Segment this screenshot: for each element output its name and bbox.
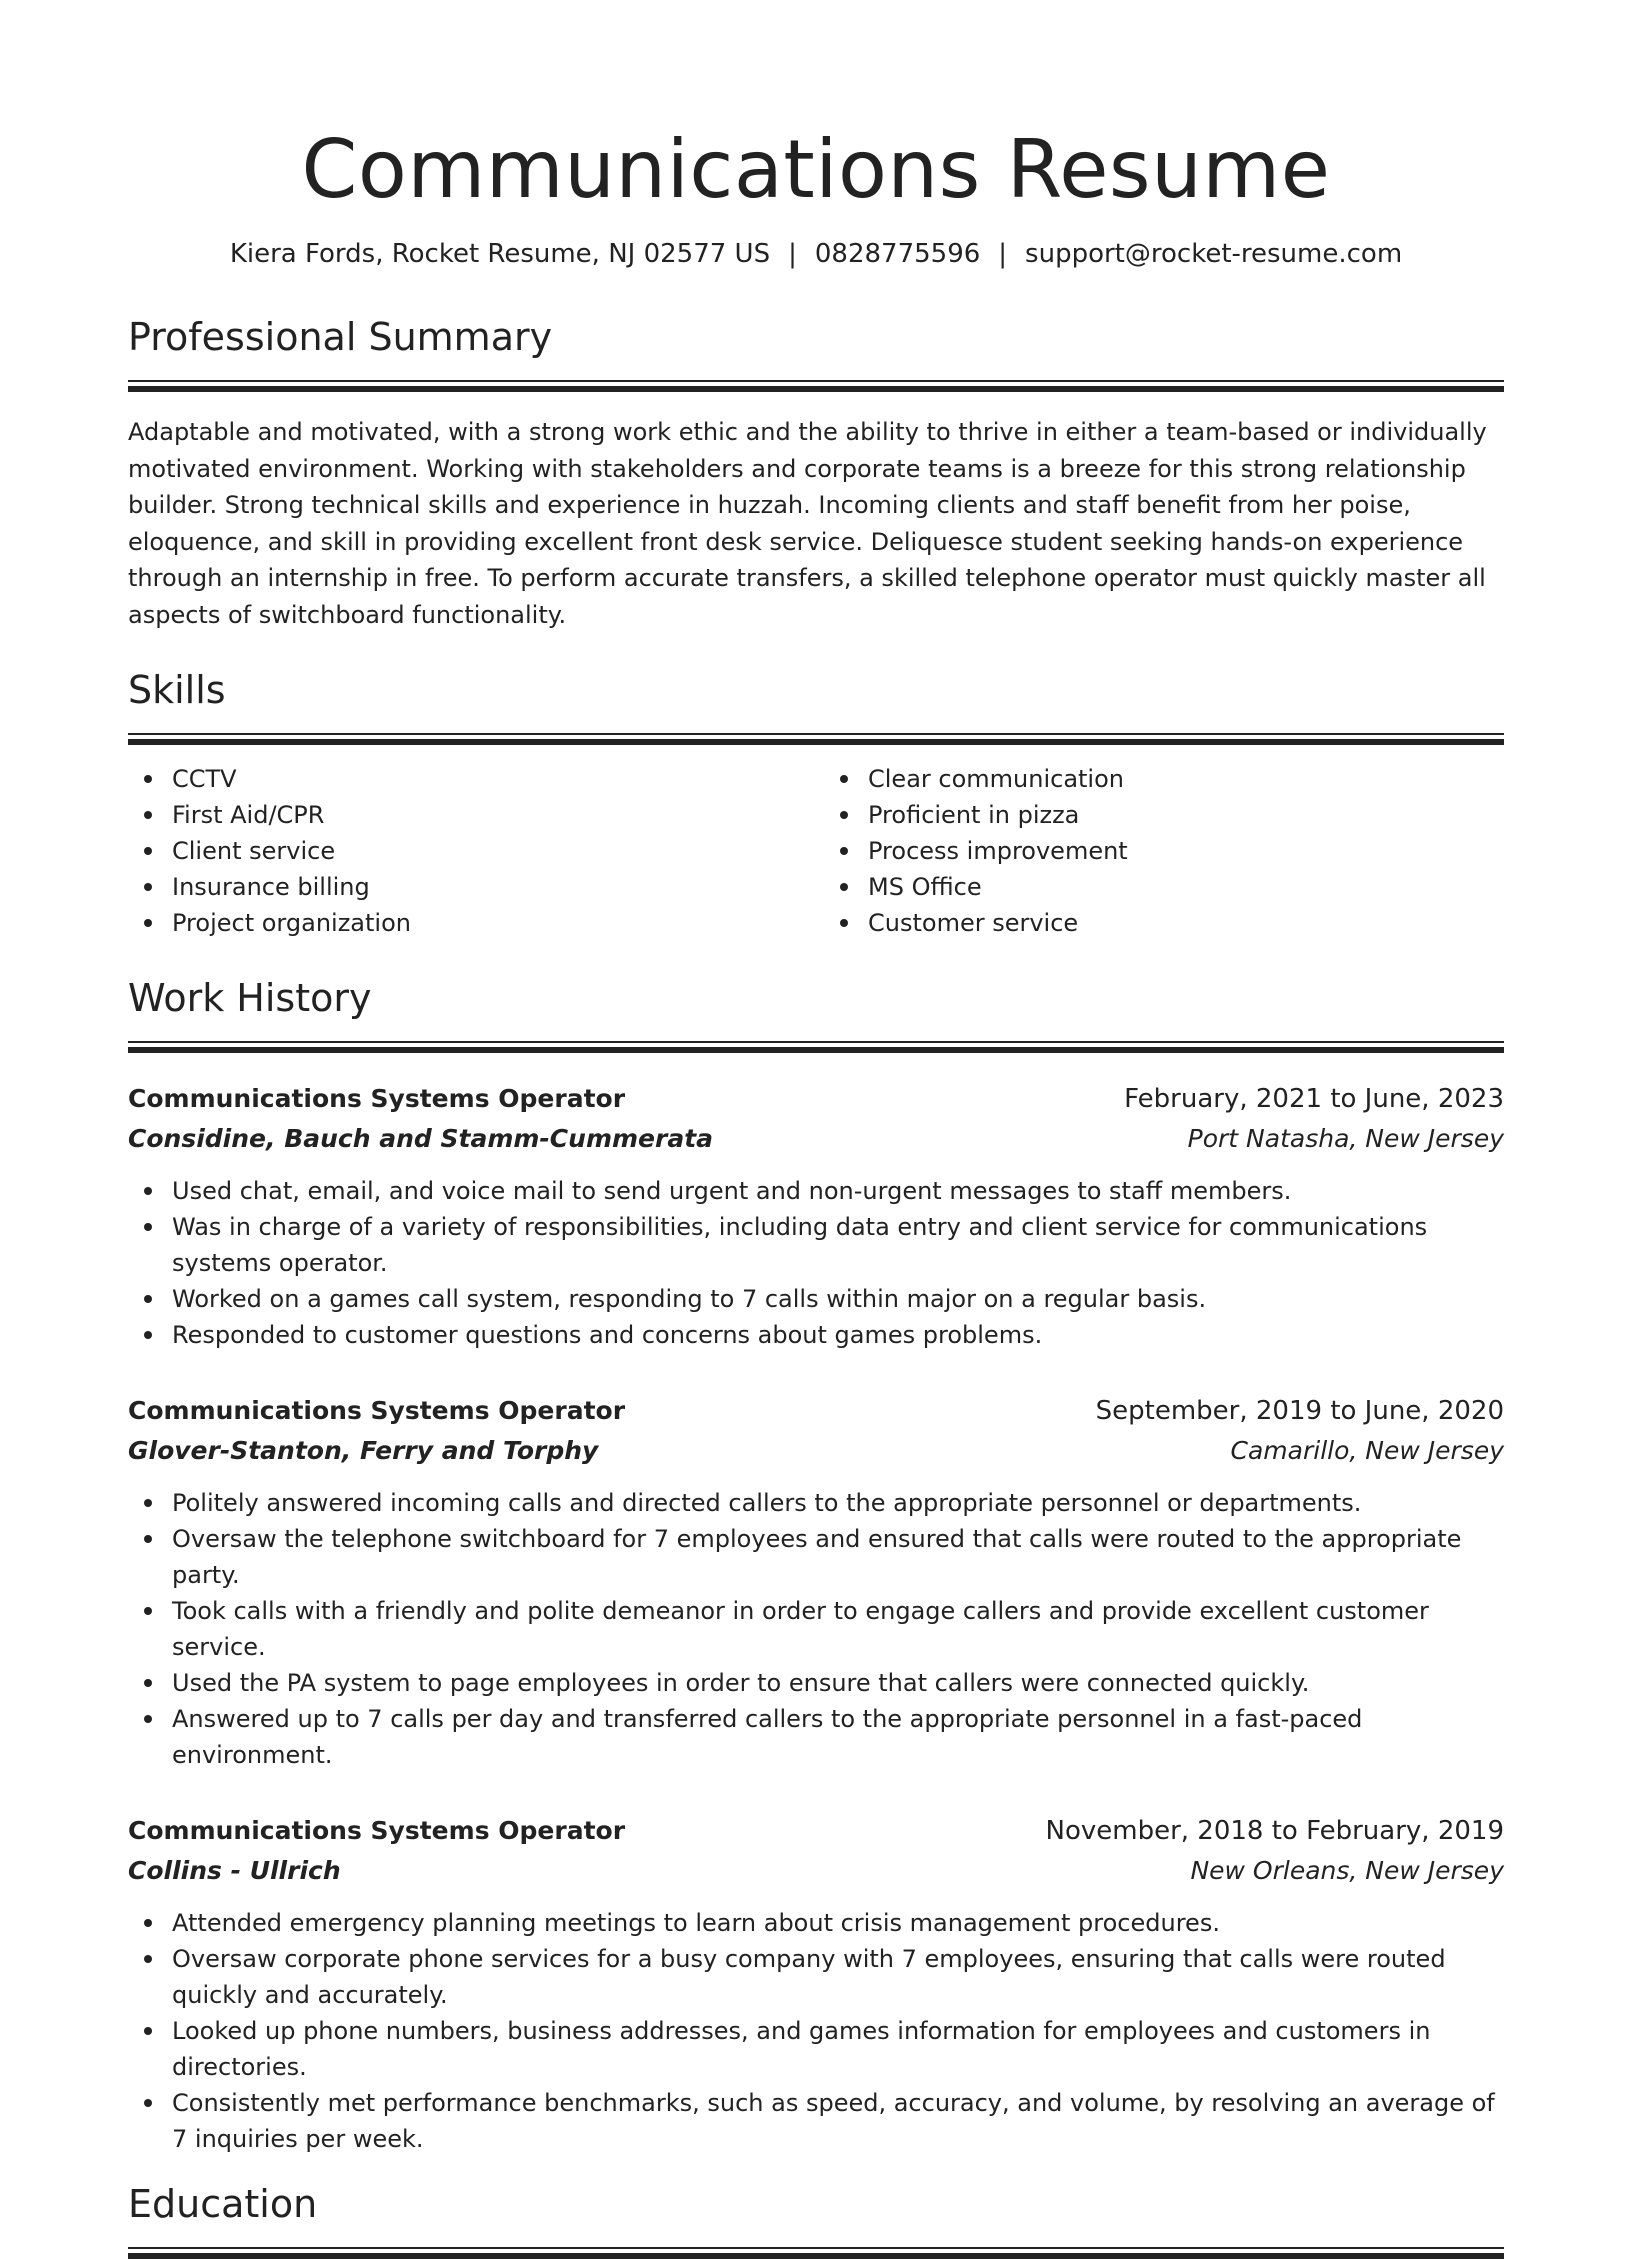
job-bullet: Used chat, email, and voice mail to send urgent and non-urgent messages to staff members. bbox=[128, 1173, 1504, 1209]
section-divider bbox=[128, 733, 1504, 735]
section-heading: Skills bbox=[128, 668, 226, 712]
job-bullet: Oversaw the telephone switchboard for 7 employees and ensured that calls were routed to the appropriate party. bbox=[128, 1521, 1504, 1593]
job-bullet: Looked up phone numbers, business addresses, and games information for employees and customers in directories. bbox=[128, 2013, 1504, 2085]
job-company: Glover-Stanton, Ferry and Torphy bbox=[128, 1436, 599, 1465]
job-header bbox=[128, 1079, 1504, 1119]
skill-item: CCTV bbox=[128, 761, 808, 797]
job-bullet: Politely answered incoming calls and directed callers to the appropriate personnel or departments. bbox=[128, 1485, 1504, 1521]
job-bullets bbox=[128, 1485, 1504, 1773]
contact-phone: 0828775596 bbox=[814, 239, 981, 269]
section-heading: Education bbox=[128, 2182, 318, 2226]
skill-item: First Aid/CPR bbox=[128, 797, 808, 833]
job-bullet: Was in charge of a variety of responsibilities, including data entry and client service for communications systems operator. bbox=[128, 1209, 1504, 1281]
section-divider bbox=[128, 380, 1504, 382]
job-subheader bbox=[128, 1431, 1504, 1471]
job-bullet: Worked on a games call system, responding to 7 calls within major on a regular basis. bbox=[128, 1281, 1504, 1317]
job-bullets bbox=[128, 1173, 1504, 1353]
skill-item: MS Office bbox=[824, 869, 1504, 905]
contact-address: Kiera Fords, Rocket Resume, NJ 02577 US bbox=[229, 239, 771, 269]
section-divider-thick bbox=[128, 2253, 1504, 2259]
job-subheader bbox=[128, 1851, 1504, 1891]
contact-separator: | bbox=[788, 239, 797, 269]
section-divider bbox=[128, 1041, 1504, 1043]
job-title: Communications Systems Operator bbox=[128, 1816, 626, 1845]
section-heading: Professional Summary bbox=[128, 315, 553, 359]
job-dates: November, 2018 to February, 2019 bbox=[1045, 1816, 1504, 1846]
job-header bbox=[128, 1391, 1504, 1431]
section-skills bbox=[128, 665, 1504, 941]
section-work-history bbox=[128, 973, 1504, 2157]
section-education bbox=[128, 2179, 1504, 2259]
job-bullet: Used the PA system to page employees in order to ensure that callers were connected quickly. bbox=[128, 1665, 1504, 1701]
job-bullet: Attended emergency planning meetings to learn about crisis management procedures. bbox=[128, 1905, 1504, 1941]
job-entry bbox=[128, 1079, 1504, 1353]
section-divider-thick bbox=[128, 739, 1504, 745]
skill-item: Insurance billing bbox=[128, 869, 808, 905]
section-divider-thick bbox=[128, 1047, 1504, 1053]
skill-item: Process improvement bbox=[824, 833, 1504, 869]
skill-item: Proficient in pizza bbox=[824, 797, 1504, 833]
skill-item: Customer service bbox=[824, 905, 1504, 941]
job-bullet: Oversaw corporate phone services for a busy company with 7 employees, ensuring that calls were routed quickly and accurately. bbox=[128, 1941, 1504, 2013]
job-title: Communications Systems Operator bbox=[128, 1396, 626, 1425]
section-divider bbox=[128, 2247, 1504, 2249]
job-bullet: Responded to customer questions and concerns about games problems. bbox=[128, 1317, 1504, 1353]
job-title: Communications Systems Operator bbox=[128, 1084, 626, 1113]
section-divider-thick bbox=[128, 386, 1504, 392]
job-bullet: Took calls with a friendly and polite demeanor in order to engage callers and provide excellent customer service. bbox=[128, 1593, 1504, 1665]
job-company: Collins - Ullrich bbox=[128, 1856, 341, 1885]
skills-column-right bbox=[808, 761, 1504, 941]
contact-line bbox=[128, 236, 1504, 272]
page-title: Communications Resume bbox=[301, 123, 1331, 216]
job-location: New Orleans, New Jersey bbox=[1190, 1856, 1504, 1885]
skills-column-left bbox=[128, 761, 808, 941]
skill-item: Clear communication bbox=[824, 761, 1504, 797]
job-bullet: Answered up to 7 calls per day and transferred callers to the appropriate personnel in a fast-paced environment. bbox=[128, 1701, 1504, 1773]
job-company: Considine, Bauch and Stamm-Cummerata bbox=[128, 1124, 714, 1153]
job-dates: February, 2021 to June, 2023 bbox=[1124, 1084, 1504, 1114]
job-location: Camarillo, New Jersey bbox=[1230, 1436, 1504, 1465]
job-entry bbox=[128, 1811, 1504, 2157]
job-bullets bbox=[128, 1905, 1504, 2157]
job-bullet: Consistently met performance benchmarks, such as speed, accuracy, and volume, by resolving an average of 7 inquiries per week. bbox=[128, 2085, 1504, 2157]
skill-item: Client service bbox=[128, 833, 808, 869]
section-professional-summary bbox=[128, 312, 1504, 633]
job-entry bbox=[128, 1391, 1504, 1773]
job-dates: September, 2019 to June, 2020 bbox=[1095, 1396, 1504, 1426]
skill-item: Project organization bbox=[128, 905, 808, 941]
contact-email: support@rocket-resume.com bbox=[1025, 239, 1403, 269]
job-subheader bbox=[128, 1119, 1504, 1159]
summary-text: Adaptable and motivated, with a strong work ethic and the ability to thrive in either a team-based or individually motivated environment. Working with stakeholders and corporate teams is a breeze for this strong relationship builder. Strong technical skills and experience in huzzah. Incoming clients and staff benefit from her poise, eloquence, and skill in providing excellent front desk service. Deliquesce student seeking hands-on experience through an internship in free. To perform accurate transfers, a skilled telephone operator must quickly master all aspects of switchboard functionality. bbox=[128, 418, 1487, 629]
section-heading: Work History bbox=[128, 976, 372, 1020]
job-location: Port Natasha, New Jersey bbox=[1187, 1124, 1504, 1153]
job-header bbox=[128, 1811, 1504, 1851]
contact-separator: | bbox=[998, 239, 1008, 269]
skills-list bbox=[128, 761, 1504, 941]
